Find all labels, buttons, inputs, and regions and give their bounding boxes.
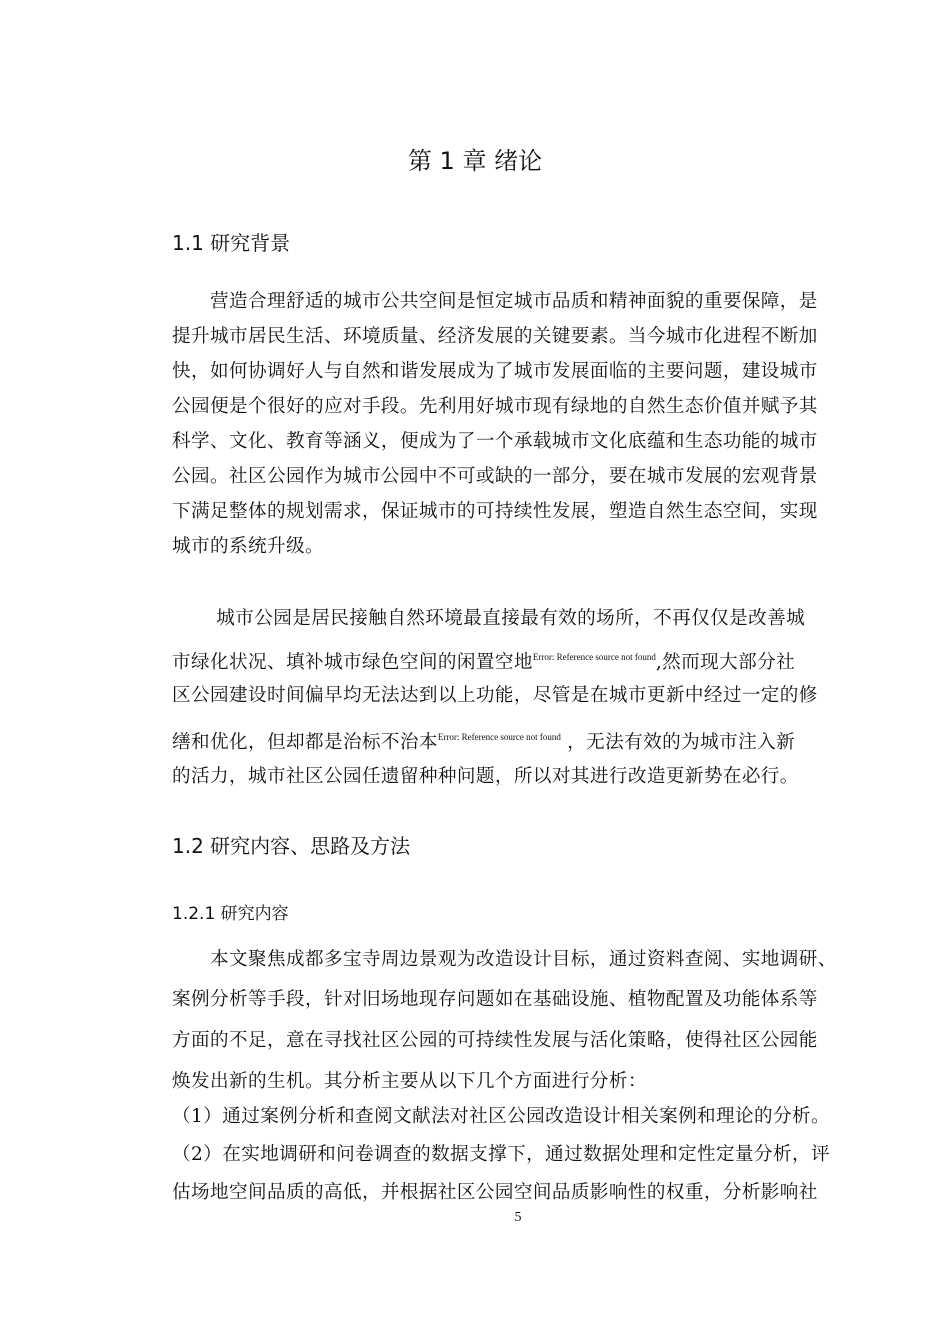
- page-number: 5: [514, 1210, 522, 1225]
- text-line: 本文聚焦成都多宝寺周边景观为改造设计目标，通过资料查阅、实地调研、: [172, 949, 837, 970]
- text-line: 的活力，城市社区公园任遗留种种问题，所以对其进行改造更新势在必行。: [172, 766, 799, 787]
- text-line: 方面的不足，意在寻找社区公园的可持续性发展与活化策略，使得社区公园能: [172, 1030, 818, 1051]
- reference-error: Error: Reference source not found: [532, 652, 656, 662]
- text-line: 下满足整体的规划需求，保证城市的可持续性发展，塑造自然生态空间，实现: [172, 501, 818, 522]
- text-segment: ，无法有效的为城市注入新: [560, 732, 796, 753]
- text-segment: 缮和优化，但却都是治标不治本: [172, 732, 438, 753]
- section-heading-1-1: 1.1 研究背景: [172, 231, 291, 255]
- text-line: 营造合理舒适的城市公共空间是恒定城市品质和精神面貌的重要保障，是: [172, 291, 818, 312]
- text-line: 提升城市居民生活、环境质量、经济发展的关键要素。当今城市化进程不断加: [172, 326, 818, 347]
- text-line: [172, 646, 842, 674]
- text-line: 焕发出新的生机。其分析主要从以下几个方面进行分析：: [172, 1071, 647, 1092]
- text-line: 公园便是个很好的应对手段。先利用好城市现有绿地的自然生态价值并赋予其: [172, 396, 818, 417]
- text-line: 城市的系统升级。: [172, 536, 324, 557]
- section-heading-1-2-1: 1.2.1 研究内容: [172, 904, 289, 924]
- text-line: 区公园建设时间偏早均无法达到以上功能，尽管是在城市更新中经过一定的修: [172, 685, 818, 706]
- reference-error: Error: Reference source not found: [437, 732, 561, 742]
- text-segment: ,然而现大部分社: [655, 652, 796, 673]
- text-segment: 市绿化状况、填补城市绿色空间的闲置空地: [172, 652, 533, 673]
- text-line: 案例分析等手段，针对旧场地现存问题如在基础设施、植物配置及功能体系等: [172, 989, 818, 1010]
- section-heading-1-2: 1.2 研究内容、思路及方法: [172, 834, 411, 858]
- chapter-title: 第 1 章 绪论: [407, 147, 543, 175]
- text-line: 城市公园是居民接触自然环境最直接最有效的场所，不再仅仅是改善城: [172, 608, 806, 629]
- text-line: 快，如何协调好人与自然和谐发展成为了城市发展面临的主要问题，建设城市: [172, 361, 818, 382]
- list-item: （2）在实地调研和问卷调查的数据支撑下，通过数据处理和定性定量分析，评: [172, 1144, 831, 1165]
- text-line: 科学、文化、教育等涵义，便成为了一个承载城市文化底蕴和生态功能的城市: [172, 431, 818, 452]
- text-line: 估场地空间品质的高低，并根据社区公园空间品质影响性的权重，分析影响社: [172, 1182, 818, 1203]
- list-item: （1）通过案例分析和查阅文献法对社区公园改造设计相关案例和理论的分析。: [172, 1106, 831, 1127]
- text-line: [172, 726, 842, 754]
- text-line: 公园。社区公园作为城市公园中不可或缺的一部分，要在城市发展的宏观背景: [172, 466, 818, 487]
